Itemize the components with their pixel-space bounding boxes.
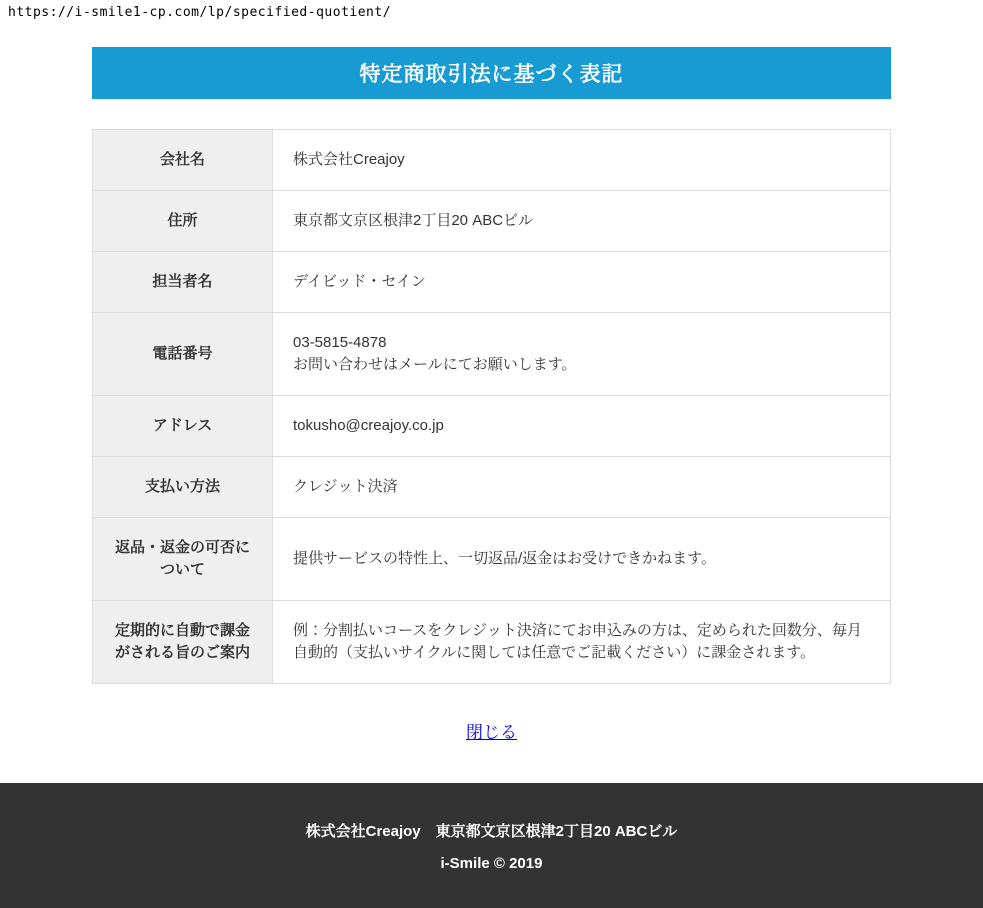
row-value <box>273 130 891 191</box>
row-value-line: 提供サービスの特性上、一切返品/返金はお受けできかねます。 <box>293 550 716 567</box>
table-row <box>93 313 891 396</box>
row-value-line: クレジット決済 <box>293 478 398 495</box>
page-url: https://i-smile1-cp.com/lp/specified-quotient/ <box>8 5 392 20</box>
row-value-line: 例：分割払いコースをクレジット決済にてお申込みの方は、定められた回数分、毎月自動的（支払いサイクルに関しては任意でご記載ください）に課金されます。 <box>293 622 862 661</box>
table-row <box>93 252 891 313</box>
row-label: アドレス <box>93 396 273 457</box>
row-label: 住所 <box>93 191 273 252</box>
tokusho-table <box>92 129 891 684</box>
row-value <box>273 191 891 252</box>
row-label: 支払い方法 <box>93 457 273 518</box>
row-value <box>273 518 891 601</box>
row-label: 電話番号 <box>93 313 273 396</box>
row-value-line: tokusho@creajoy.co.jp <box>293 417 444 434</box>
row-label: 担当者名 <box>93 252 273 313</box>
row-value <box>273 313 891 396</box>
row-value <box>273 457 891 518</box>
table-row <box>93 396 891 457</box>
title-banner <box>92 47 891 99</box>
footer-company-address: 株式会社Creajoy 東京都文京区根津2丁目20 ABCビル <box>305 823 678 840</box>
row-label: 返品・返金の可否について <box>93 518 273 601</box>
row-label: 定期的に自動で課金がされる旨のご案内 <box>93 601 273 684</box>
close-link-wrap <box>92 718 891 743</box>
footer-copyright: i-Smile © 2019 <box>440 855 543 872</box>
table-row <box>93 518 891 601</box>
row-value <box>273 396 891 457</box>
content-container <box>92 47 891 743</box>
table-row <box>93 601 891 684</box>
page-title: 特定商取引法に基づく表記 <box>359 63 624 86</box>
table-row <box>93 457 891 518</box>
row-value-line: お問い合わせはメールにてお願いします。 <box>293 356 577 373</box>
row-value-line: 東京都文京区根津2丁目20 ABCビル <box>293 212 534 229</box>
close-link[interactable]: 閉じる <box>466 723 517 742</box>
row-value <box>273 252 891 313</box>
row-value-line: 株式会社Creajoy <box>293 151 405 168</box>
row-value <box>273 601 891 684</box>
row-value-line: 03-5815-4878 <box>293 334 387 351</box>
table-row <box>93 130 891 191</box>
row-label: 会社名 <box>93 130 273 191</box>
row-value-line: デイビッド・セイン <box>293 273 426 290</box>
footer <box>0 783 983 908</box>
table-row <box>93 191 891 252</box>
